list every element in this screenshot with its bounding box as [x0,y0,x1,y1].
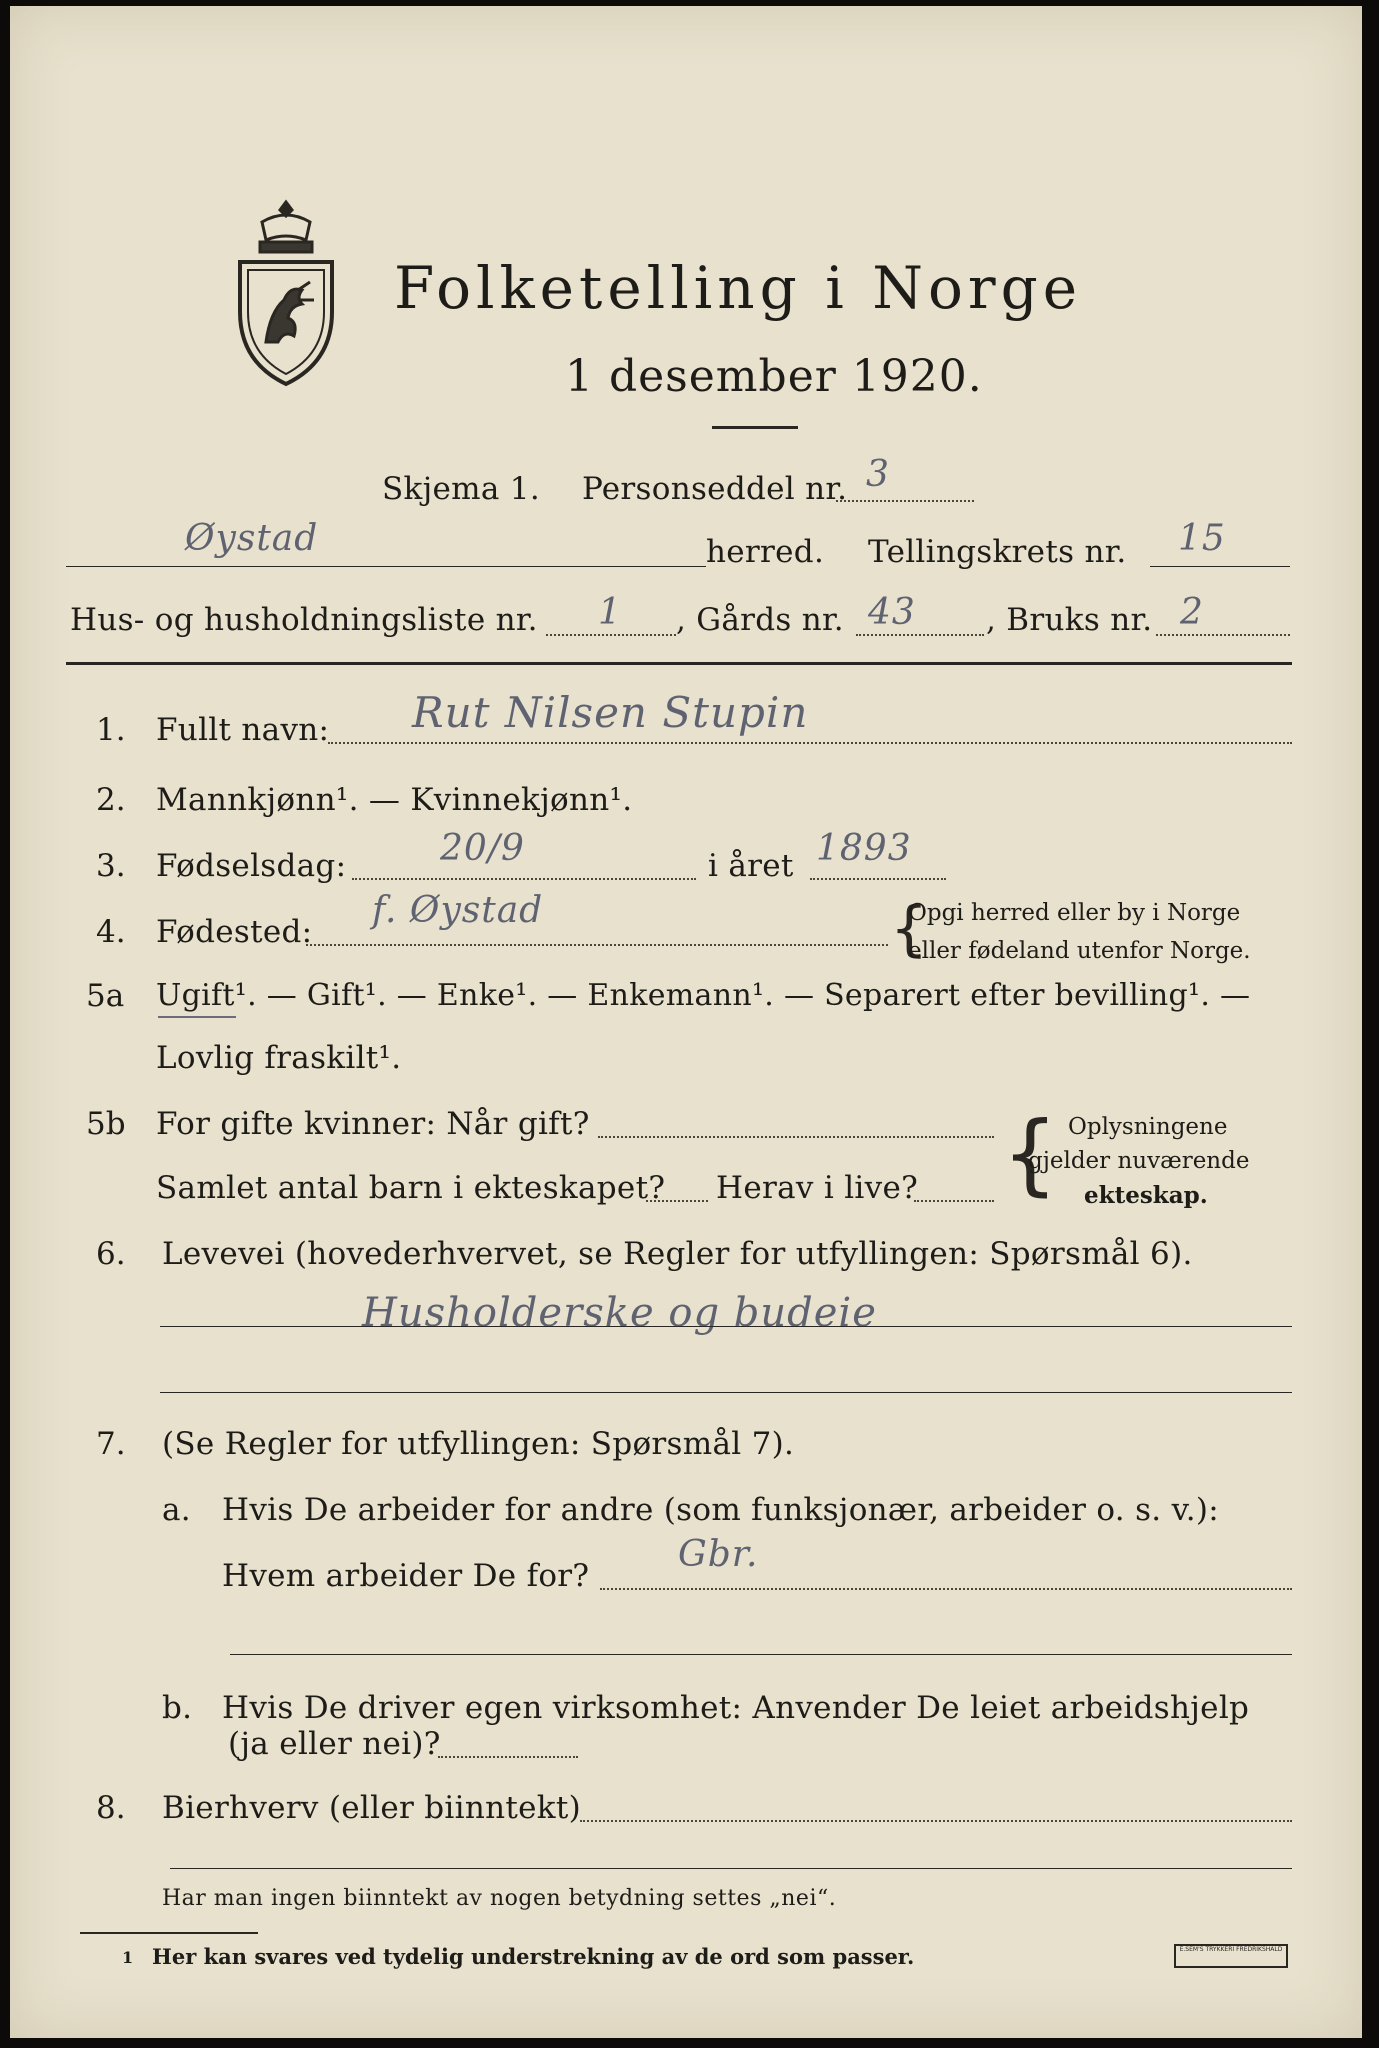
q6-line2 [160,1392,1292,1393]
census-form [10,6,1362,2038]
q5b-alive-label: Herav i live? [716,1170,919,1206]
husliste-label: Hus- og husholdningsliste nr. [70,602,538,638]
printer-stamp-text: E.SEM'S TRYKKERI FREDRIKSHALD [1179,1946,1283,1953]
q7b-line [438,1756,578,1758]
personseddel-label: Personseddel nr. [582,471,848,507]
q7b-text: Hvis De driver egen virksomhet: Anvender De leiet arbeidshjelp [222,1690,1250,1726]
q6-number: 6. [96,1236,126,1272]
herred-value: Øystad [185,518,319,559]
q5b-number: 5b [86,1106,126,1142]
q8-line2 [170,1868,1292,1869]
q5b-brace: { [1002,1102,1058,1205]
tellingskrets-value: 15 [1178,518,1226,559]
form-title: Folketelling i Norge [394,254,1083,322]
q5b-line1: For gifte kvinner: Når gift? [156,1106,590,1142]
q7a-line2 [230,1654,1292,1655]
gards-value: 43 [868,592,916,633]
q3-number: 3. [96,848,126,884]
biinntekt-note: Har man ingen biinntekt av nogen betydning settes „nei“. [162,1886,837,1911]
q5b-note-line3: ekteskap. [1084,1182,1208,1209]
q3-line [352,878,696,880]
q5a-line2: Lovlig fraskilt¹. [156,1040,402,1076]
bruks-line [1156,634,1290,636]
q8-text: Bierhverv (eller biinntekt) [162,1790,582,1826]
q7a-value: Gbr. [678,1534,759,1575]
q5a-line1: Ugift¹. — Gift¹. — Enke¹. — Enkemann¹. — Separert efter bevilling¹. — [156,978,1251,1013]
q5a-ugift-underline [158,1016,236,1018]
q4-line [306,944,888,946]
q4-note-line1: Opgi herred eller by i Norge [908,900,1241,926]
q7-text: (Se Regler for utfyllingen: Spørsmål 7). [162,1426,795,1462]
q2-text: Mannkjønn¹. — Kvinnekjønn¹. [156,782,633,818]
q4-note-line2: eller fødeland utenfor Norge. [908,938,1251,964]
q5b-note-line1: Oplysningene [1068,1114,1228,1140]
bruks-value: 2 [1180,592,1204,633]
q3-value: 20/9 [440,828,525,869]
title-divider [712,426,798,429]
gards-line [856,634,984,636]
bruks-label: , Bruks nr. [986,602,1153,638]
q6-line1 [160,1326,1292,1327]
herred-label: herred. [706,534,825,570]
q5b-children-label: Samlet antal barn i ekteskapet? [156,1170,666,1206]
husliste-value: 1 [598,592,622,633]
tellingskrets-line [1150,566,1290,567]
q5b-married-line [598,1136,994,1138]
tellingskrets-label: Tellingskrets nr. [868,534,1127,570]
skjema-label: Skjema 1. [382,471,540,507]
q1-value: Rut Nilsen Stupin [412,688,809,737]
q1-label: Fullt navn: [156,712,330,748]
q5b-children-line [646,1200,708,1202]
census-date: 1 desember 1920. [565,351,983,402]
q5b-note-line2: gjelder nuværende [1028,1148,1250,1174]
q8-line [580,1820,1292,1822]
q2-number: 2. [96,782,126,818]
header-divider [66,662,1292,665]
q7b-question: (ja eller nei)? [228,1726,441,1762]
q7a-question: Hvem arbeider De for? [222,1558,590,1594]
personseddel-line [836,500,974,502]
q3-label: Fødselsdag: [156,848,347,884]
q7a-text: Hvis De arbeider for andre (som funksjonær, arbeider o. s. v.): [222,1492,1220,1528]
gards-label: , Gårds nr. [676,602,844,638]
husliste-line [546,634,676,636]
footnote-text: Her kan svares ved tydelig understrekning av de ord som passer. [152,1944,915,1969]
printer-stamp [1174,1944,1288,1968]
q1-number: 1. [96,712,126,748]
q3-year-label: i året [708,848,794,884]
q8-number: 8. [96,1790,126,1826]
coat-of-arms-icon [226,192,346,392]
q6-text: Levevei (hovederhvervet, se Regler for utfyllingen: Spørsmål 6). [162,1236,1193,1272]
q4-label: Fødested: [156,914,313,950]
q4-number: 4. [96,914,126,950]
q5b-alive-line [914,1200,994,1202]
footnote-marker: 1 [122,1948,134,1967]
q3-year-value: 1893 [816,828,912,869]
q3-year-line [810,878,946,880]
herred-line [66,566,706,567]
personseddel-value: 3 [866,454,890,495]
q5a-number: 5a [86,978,125,1014]
footnote-rule [80,1932,258,1934]
q7-number: 7. [96,1426,126,1462]
q7a-label: a. [162,1492,191,1528]
q4-brace: { [890,894,929,964]
q1-line [328,742,1292,744]
q6-value: Husholderske og budeie [362,1290,877,1336]
q7a-line [600,1588,1292,1590]
q7b-label: b. [162,1690,193,1726]
q4-value: f. Øystad [372,890,544,931]
